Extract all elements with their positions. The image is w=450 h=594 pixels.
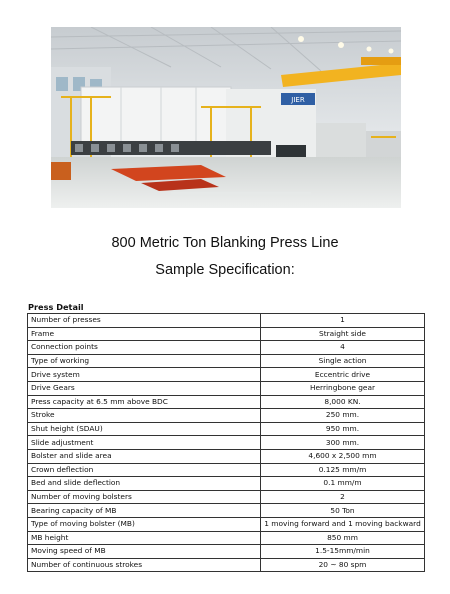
spec-label-cell: Shut height (SDAU) xyxy=(28,422,261,436)
spec-label-cell: Crown deflection xyxy=(28,463,261,477)
spec-value-cell: 850 mm xyxy=(261,531,425,545)
spec-label-cell: Bearing capacity of MB xyxy=(28,504,261,518)
spec-value-cell: Straight side xyxy=(261,327,425,341)
table-row xyxy=(28,463,425,477)
document-title: 800 Metric Ton Blanking Press Line xyxy=(111,235,339,251)
spec-label-cell: Drive Gears xyxy=(28,381,261,395)
spec-label-cell: Moving speed of MB xyxy=(28,545,261,559)
table-row xyxy=(28,341,425,355)
table-row xyxy=(28,327,425,341)
spec-label-cell: Number of presses xyxy=(28,314,261,328)
spec-value-cell: 0.1 mm/m xyxy=(261,477,425,491)
spec-value-cell: Herringbone gear xyxy=(261,381,425,395)
spec-value-cell: 1.5-15mm/min xyxy=(261,545,425,559)
spec-label-cell: Type of moving bolster (MB) xyxy=(28,517,261,531)
spec-value-cell: 4 xyxy=(261,341,425,355)
spec-value-cell: 250 mm. xyxy=(261,409,425,423)
spec-label-cell: Bolster and slide area xyxy=(28,449,261,463)
spec-label-cell: Slide adjustment xyxy=(28,436,261,450)
table-row xyxy=(28,395,425,409)
spec-value-cell: 4,600 x 2,500 mm xyxy=(261,449,425,463)
table-row xyxy=(28,354,425,368)
table-row xyxy=(28,409,425,423)
spec-label-cell: Type of working xyxy=(28,354,261,368)
photo-sign-text: JIER xyxy=(291,96,305,104)
table-row xyxy=(28,449,425,463)
table-row xyxy=(28,381,425,395)
spec-label-cell: Drive system xyxy=(28,368,261,382)
table-row xyxy=(28,504,425,518)
table-row xyxy=(28,368,425,382)
spec-value-cell: Eccentric drive xyxy=(261,368,425,382)
spec-label-cell: Connection points xyxy=(28,341,261,355)
table-row xyxy=(28,558,425,572)
spec-table-body xyxy=(28,314,425,572)
table-row xyxy=(28,490,425,504)
spec-value-cell: 50 Ton xyxy=(261,504,425,518)
table-row xyxy=(28,517,425,531)
press-line-photo xyxy=(51,27,401,208)
document-subtitle: Sample Specification: xyxy=(155,262,295,278)
spec-value-cell: 950 mm. xyxy=(261,422,425,436)
table-row xyxy=(28,422,425,436)
spec-label-cell: Frame xyxy=(28,327,261,341)
table-row xyxy=(28,545,425,559)
spec-value-cell: 8,000 KN. xyxy=(261,395,425,409)
spec-value-cell: 0.125 mm/m xyxy=(261,463,425,477)
spec-label-cell: Press capacity at 6.5 mm above BDC xyxy=(28,395,261,409)
spec-table xyxy=(27,313,425,572)
spec-value-cell: 20 ~ 80 spm xyxy=(261,558,425,572)
spec-label-cell: MB height xyxy=(28,531,261,545)
spec-value-cell: 1 moving forward and 1 moving backward xyxy=(261,517,425,531)
table-row xyxy=(28,314,425,328)
spec-label-cell: Number of continuous strokes xyxy=(28,558,261,572)
spec-label-cell: Number of moving bolsters xyxy=(28,490,261,504)
spec-value-cell: 1 xyxy=(261,314,425,328)
table-row xyxy=(28,477,425,491)
table-row xyxy=(28,531,425,545)
spec-label-cell: Stroke xyxy=(28,409,261,423)
table-row xyxy=(28,436,425,450)
spec-value-cell: Single action xyxy=(261,354,425,368)
section-label: Press Detail xyxy=(28,302,84,312)
spec-label-cell: Bed and slide deflection xyxy=(28,477,261,491)
spec-value-cell: 2 xyxy=(261,490,425,504)
spec-value-cell: 300 mm. xyxy=(261,436,425,450)
